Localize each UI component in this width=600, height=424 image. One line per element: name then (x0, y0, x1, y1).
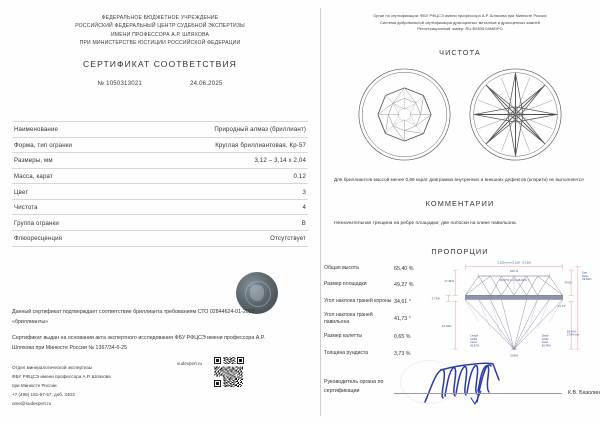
proportion-value: 3,73 % (394, 350, 411, 357)
proportion-value: 34,61 ° (394, 298, 411, 305)
proportion-name: Общая высота (324, 264, 359, 271)
table-row (12, 121, 308, 138)
figure-label-crown-height: 17.44% (444, 278, 454, 283)
authority-registration-number: Регистрационный номер: RU.B2805.04МЮРО (417, 26, 503, 32)
figure-label-depth-girdle-2: Girdle (541, 337, 549, 341)
list-item (324, 331, 442, 344)
comments-text: Незначительная трещина на ребре площадки; две полоски на клине павильона. (334, 221, 517, 227)
property-label: Масса, карат (14, 172, 53, 180)
proportion-name: Угол наклона граней короны (324, 297, 392, 304)
figure-label-lower-girdle-4: 82.87% (470, 344, 480, 348)
list-item (324, 295, 442, 308)
table-row (12, 169, 308, 185)
certificate-title: СЕРТИФИКАТ СООТВЕТСТВИЯ (83, 59, 237, 69)
figure-label-depth-girdle-3: Facet (541, 341, 549, 345)
property-value: В (301, 219, 306, 227)
proportion-value: 0,65 % (394, 334, 411, 341)
qr-code-icon (214, 357, 244, 387)
property-value: Круглая бриллиантовая, Кр-57 (215, 141, 306, 149)
department-line-2: ФБУ РФЦСЭ имени профессора А.Р. Шляхова (12, 373, 111, 379)
property-value: Отсутствует (270, 235, 306, 243)
website-label: sudexpert.ru (177, 361, 203, 366)
certificate-number: № 1050313021 (97, 80, 143, 87)
comments-section-title: КОММЕНТАРИИ (425, 199, 495, 209)
table-row (12, 231, 308, 247)
figure-label-crown-angle: 34.61° (564, 280, 573, 285)
proportion-name: Размер калетты (324, 333, 363, 340)
property-label: Цвет (14, 188, 29, 196)
org-line-4: ПРИ МИНИСТЕРСТВЕ ЮСТИЦИИ РОССИЙСКОЙ ФЕДЕРАЦИИ (79, 39, 241, 46)
proportions-section (320, 0, 600, 424)
signature-block (324, 378, 600, 397)
figure-label-top-diameter: 3.125 mm (3.119 - 3.130) (497, 260, 531, 265)
figure-label-total-depth: 65.40% (566, 329, 577, 334)
property-label: Наименование (14, 126, 59, 134)
org-line-1: ФЕДЕРАЛЬНОЕ БЮДЖЕТНОЕ УЧРЕЖДЕНИЕ (101, 15, 219, 21)
figure-label-top-percent: 100 % (509, 268, 519, 273)
signatory-role: Руководитель органа по сертификации (324, 379, 384, 395)
clarity-section-title: ЧИСТОТА (439, 48, 481, 58)
clarity-note: Для бриллиантов массой менее 0,99 карат диаграмма внутренних и внешних дефектов (клэрити) не выполняется (334, 177, 584, 183)
department-line-3: при Минюсте России (12, 382, 57, 388)
proportion-value: 49,27 % (394, 282, 414, 289)
diamond-proportions-figure-icon (430, 255, 598, 360)
signature-line (394, 393, 562, 394)
figure-label-pavilion-angle: 41.73° (557, 304, 566, 309)
figure-label-girdle-thickness: 3.73% (431, 296, 440, 301)
property-label: Чистота (14, 204, 38, 212)
proportion-value: 65,40 % (394, 265, 414, 272)
department-contact (12, 364, 187, 409)
figure-label-star-ratio: Star (582, 270, 588, 275)
compliance-statement: Данный сертификат подтверждает соответствие бриллианта требованиям СТО 02844624-01-2023 «бриллианты» (12, 309, 255, 325)
figure-label-depth-girdle-4: 84.78% (541, 344, 551, 348)
table-row (12, 215, 308, 231)
property-label: Группа огранки (14, 219, 59, 227)
table-row (12, 200, 308, 216)
figure-label-table-percent: 49.27% ( mm 48.94% ) (499, 278, 529, 283)
figure-label-culet: 0.65% (510, 353, 518, 358)
property-value: 3,12 – 3,14 х 2,04 (254, 157, 306, 165)
signatory-name: К.В. Базолин (567, 389, 600, 396)
property-value: Природный алмаз (бриллиант) (214, 126, 306, 134)
list-item (324, 262, 442, 275)
table-row (12, 184, 308, 200)
properties-table (12, 121, 308, 247)
list-item (324, 312, 442, 327)
proportion-value: 41,73 ° (394, 316, 411, 323)
department-line-1: Отдел минералогической экспертизы (12, 365, 92, 370)
property-label: Форма, тип огранки (14, 141, 73, 149)
table-row (12, 138, 308, 154)
figure-label-lower-girdle-3: Facet (470, 341, 477, 345)
proportions-wrap (320, 247, 600, 358)
property-value: 0,12 (293, 172, 306, 180)
org-line-3: ИМЕНИ ПРОФЕССОРА А.Р. ШЛЯХОВА (110, 31, 210, 38)
authority-line-1: Орган по сертификации: ФБУ РФЦСЭ имени профессора А.Р. Шляхова при Минюсте России (373, 13, 547, 18)
proportions-list (324, 262, 442, 364)
authority-line-2: Система добровольной сертификации драгоценных металлов и драгоценных камней (379, 19, 541, 25)
issuance-basis-statement: Сертификат выдан на основании акта экспертного исследования ФБУ РФЦСЭ имени профессора А.Р. Шляхова при Минюсте России № 1367/34-6-25 (12, 335, 265, 351)
department-phone: +7 (495) 181-57-57, доб. 3403 (12, 391, 75, 397)
certificate-meta (12, 80, 308, 87)
figure-label-lower-girdle-2: Girdle (470, 337, 478, 341)
list-item (324, 279, 442, 292)
figure-label-pavilion-depth: 44.23% (441, 324, 452, 329)
department-email: ome@sudexpert.ru (12, 400, 52, 406)
org-line-2: РОССИЙСКИЙ ФЕДЕРАЛЬНЫЙ ЦЕНТР СУДЕБНОЙ ЭКСПЕРТИЗЫ (75, 23, 245, 30)
issuing-organization (12, 14, 308, 47)
list-item (324, 347, 442, 360)
property-label: Флюоресценция (14, 235, 63, 243)
proportion-name: Толщина рундиста (324, 349, 369, 356)
figure-label-total-depth-mm: 2.044 mm (566, 332, 580, 337)
figure-label-lower-girdle-1: Length (470, 334, 479, 338)
figure-label-depth-girdle-1: Depth (541, 334, 549, 338)
property-value: 3 (302, 188, 306, 196)
table-row (12, 153, 308, 169)
proportion-name: Угол наклона граней павильона (324, 311, 373, 326)
figure-label-star-ratio-2: Ratio (582, 273, 589, 278)
proportions-section-title: ПРОПОРЦИИ (431, 247, 489, 256)
proportion-name: Размер площадки (324, 281, 367, 288)
figure-label-star-ratio-3: 49.84% (582, 277, 592, 282)
property-value: 4 (302, 204, 306, 212)
property-label: Размеры, мм (14, 157, 53, 165)
certificate-date: 24.06.2025 (190, 80, 223, 87)
